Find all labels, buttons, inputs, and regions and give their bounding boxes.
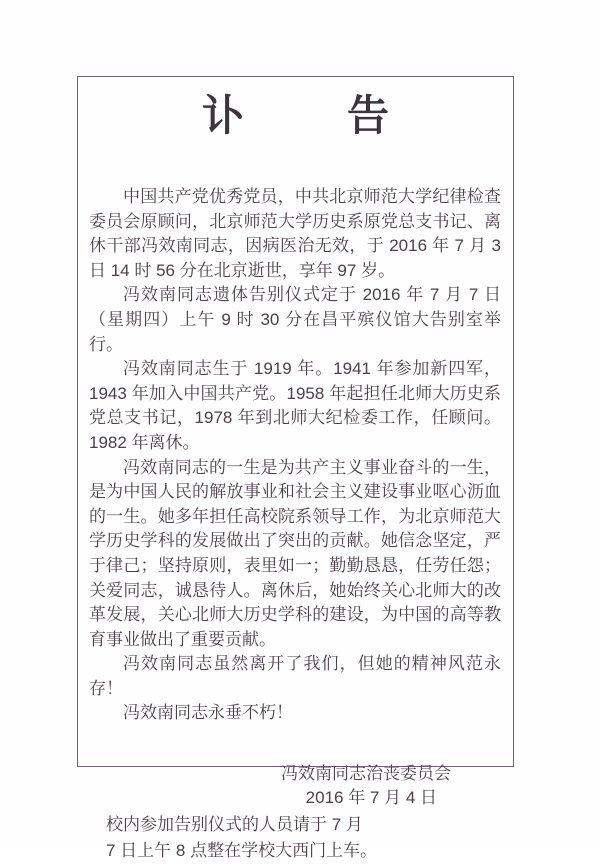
paragraph-tribute: 冯效南同志虽然离开了我们，但她的精神风范永存！ [89, 654, 501, 698]
paragraph-farewell-ceremony: 冯效南同志遗体告别仪式定于 2016 年 7 月 7 日（星期四）上午 9 时 30 分在昌平殡仪馆大告别室举行。 [89, 285, 501, 354]
signature-committee: 冯效南同志治丧委员会 [281, 764, 451, 784]
title-char-2: 告 [347, 92, 390, 139]
signature-block [78, 762, 513, 810]
title-char-1: 讣 [201, 92, 244, 139]
bus-note-line-2: 7 日上午 8 点整在学校大西门上车。 [106, 841, 378, 861]
bus-note-line-1: 校内参加告别仪式的人员请于 7 月 [106, 815, 363, 835]
page-title [78, 93, 513, 139]
paragraph-biography: 冯效南同志生于 1919 年。1941 年参加新四军，1943 年加入中国共产党。1958 年起担任北师大历史系党总支书记，1978 年到北师大纪检委工作，任顾问。1982 年离休。 [89, 359, 501, 452]
document-border-frame [77, 76, 514, 861]
obituary-body [89, 185, 501, 726]
paragraph-life-achievements: 冯效南同志的一生是为共产主义事业奋斗的一生，是为中国人民的解放事业和社会主义建设事业呕心沥血的一生。她多年担任高校院系领导工作，为北京师范大学历史学科的发展做出了突出的贡献。她信念坚定，严于律己；坚持原则，表里如一；勤勤恳恳，任劳任怨；关爱同志，诚恳待人。离休后，她始终关心北师大的改革发展，关心北师大历史学科的建设，为中国的高等教育事业做出了重要贡献。 [89, 457, 501, 649]
paragraph-deceased-intro: 中国共产党优秀党员，中共北京师范大学纪律检查委员会原顾问，北京师范大学历史系原党总支书记、离休干部冯效南同志，因病医治无效，于 2016 年 7 月 3 日 14 时 56 分在北京逝世，享年 97 岁。 [89, 187, 501, 280]
paragraph-eternal-memory: 冯效南同志永垂不朽！ [123, 703, 293, 723]
signature-date: 2016 年 7 月 4 日 [305, 788, 437, 808]
bus-note [78, 812, 513, 864]
